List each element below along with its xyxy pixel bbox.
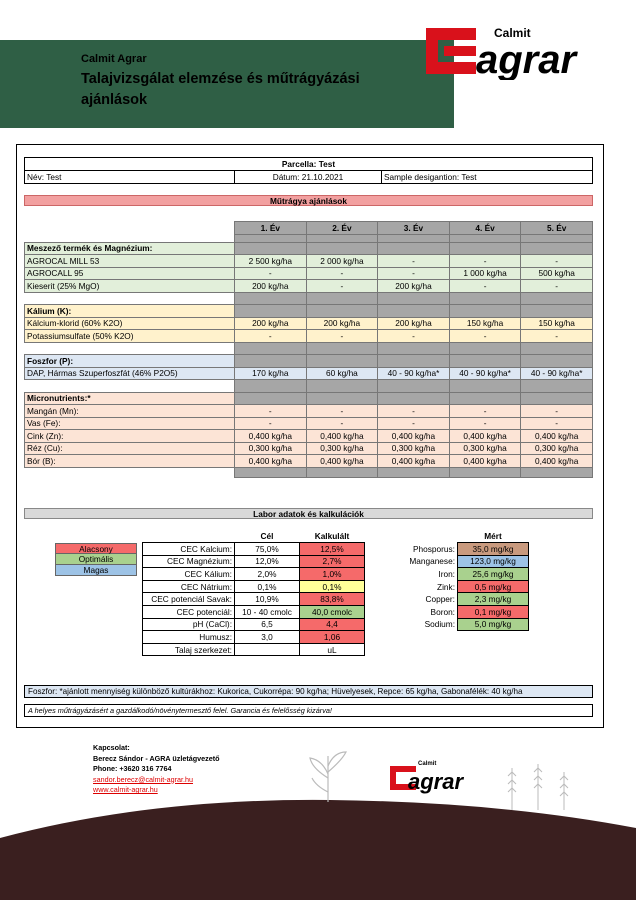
param-name: CEC Magnézium: [143,555,235,568]
product-amount: - [449,330,521,343]
spacer-cell [25,342,235,355]
spacer-cell [25,292,235,305]
product-amount: 40 - 90 kg/ha* [378,367,450,380]
product-amount: 0,400 kg/ha [521,455,593,468]
product-amount: - [306,405,378,418]
labor-table [142,530,594,656]
product-amount: - [521,417,593,430]
param-name: Talaj szerkezet: [143,643,235,656]
group-header-fill [449,392,521,405]
sample-label: Sample desigantion: Test [382,170,593,183]
spacer-cell [378,467,450,477]
contact-block [93,743,219,796]
measured-value: 0,5 mg/kg [458,580,529,593]
group-header-fill [306,305,378,318]
param-name: CEC Kalcium: [143,543,235,556]
company-name: Calmit Agrar [81,53,147,65]
group-header-fill [449,305,521,318]
product-row [25,442,593,455]
product-amount: - [378,267,450,280]
product-amount: 200 kg/ha [306,317,378,330]
calculated-value: uL [300,643,365,656]
calculated-value: 1,06 [300,631,365,644]
spacer-cell [235,342,307,355]
target-value [235,643,300,656]
spacer-cell [235,467,307,477]
calculated-value: 83,8% [300,593,365,606]
measured-name: Boron: [430,606,455,617]
spacer-cell [235,380,307,393]
fertilizer-table [24,221,593,478]
logo-big-text: agrar [476,38,577,80]
product-name: Kieserit (25% MgO) [25,280,235,293]
contact-title: Kapcsolat: [93,743,130,752]
spacer-cell [235,234,307,242]
product-amount: 150 kg/ha [521,317,593,330]
fert-section-title: Műtrágya ajánlások [24,195,593,206]
group-header-fill [235,242,307,255]
param-name: pH (CaCl): [143,618,235,631]
blank-cell [529,555,594,568]
group-header-fill [378,355,450,368]
product-amount: 0,300 kg/ha [521,442,593,455]
table-footer-row [25,467,593,477]
col-cel: Cél [260,531,274,542]
labor-row [143,631,594,644]
measured-name: Zink: [437,581,455,592]
product-amount: - [306,330,378,343]
info-table [24,157,593,184]
product-name: AGROCAL MILL 53 [25,255,235,268]
product-amount: - [235,405,307,418]
product-amount: 0,400 kg/ha [235,430,307,443]
logo-small-text: Calmit [494,26,531,40]
spacer-cell [378,292,450,305]
group-header-fill [378,242,450,255]
parcella-label: Parcella: Test [25,158,593,171]
product-amount: 0,300 kg/ha [449,442,521,455]
blank-cell [529,606,594,619]
measured-name [365,643,458,656]
product-amount: 0,400 kg/ha [306,455,378,468]
labor-row [143,555,594,568]
group-header-fill [306,392,378,405]
product-row [25,330,593,343]
calculated-value: 12,5% [300,543,365,556]
blank-cell [365,530,458,543]
group-spacer [25,292,593,305]
blank-cell [529,580,594,593]
product-row [25,367,593,380]
year-header: 4. Év [449,222,521,235]
datum-label: Dátum: 21.10.2021 [235,170,382,183]
legend [55,543,137,576]
spacer-cell [521,467,593,477]
product-amount: 200 kg/ha [378,317,450,330]
legend-item: Magas [55,565,137,576]
product-amount: 0,400 kg/ha [306,430,378,443]
calculated-value: 2,7% [300,555,365,568]
product-amount: 0,300 kg/ha [378,442,450,455]
product-amount: - [521,405,593,418]
product-name: Kálcium-klorid (60% K2O) [25,317,235,330]
target-value: 10,9% [235,593,300,606]
product-row [25,267,593,280]
group-header-fill [235,392,307,405]
labor-row [143,580,594,593]
footer-logo-big: agrar [408,769,464,794]
product-amount: - [378,417,450,430]
product-row [25,255,593,268]
product-row [25,417,593,430]
product-amount: 40 - 90 kg/ha* [521,367,593,380]
measured-name: Iron: [438,569,455,580]
product-name: Potassiumsulfate (50% K2O) [25,330,235,343]
measured-name: Sodium: [424,619,455,630]
blank-cell [529,530,594,543]
labor-row [143,606,594,619]
measured-value [458,643,529,656]
year-header-row [25,222,593,235]
spacer-cell [306,292,378,305]
spacer-cell [306,467,378,477]
product-amount: - [449,405,521,418]
legend-item: Optimális [55,554,137,565]
year-header: 1. Év [235,222,307,235]
spacer-cell [378,380,450,393]
target-value: 2,0% [235,568,300,581]
product-row [25,455,593,468]
param-name: CEC potenciál Savak: [143,593,235,606]
product-amount: - [235,417,307,430]
product-name: Vas (Fe): [25,417,235,430]
measured-value: 25,6 mg/kg [458,568,529,581]
spacer-cell [235,292,307,305]
group-header-fill [378,305,450,318]
group-header-fill [306,242,378,255]
product-row [25,317,593,330]
labor-row [143,593,594,606]
calculated-value: 0,1% [300,580,365,593]
contact-email-link[interactable]: sandor.berecz@calmit-agrar.hu [93,774,193,784]
product-amount: 60 kg/ha [306,367,378,380]
product-name: Mangán (Mn): [25,405,235,418]
product-amount: - [378,405,450,418]
product-name: AGROCALL 95 [25,267,235,280]
target-value: 12,0% [235,555,300,568]
product-amount: 40 - 90 kg/ha* [449,367,521,380]
product-row [25,430,593,443]
group-header: Micronutrients:* [25,392,235,405]
disclaimer-note: A helyes műtrágyázásért a gazdálkodó/növénytermesztő felel. Garancia és felelősség kizárva! [24,704,593,717]
measured-value: 2,3 mg/kg [458,593,529,606]
labor-header-row [143,530,594,543]
product-amount: 0,400 kg/ha [449,430,521,443]
blank-cell [529,593,594,606]
param-name: CEC Nátrium: [143,580,235,593]
spacer-cell [25,467,235,477]
group-spacer [25,380,593,393]
group-header-fill [235,355,307,368]
product-row [25,405,593,418]
calculated-value: 4,4 [300,618,365,631]
spacer-cell [449,234,521,242]
blank-cell [529,631,594,644]
labor-row [143,618,594,631]
calmit-agrar-logo [424,22,596,80]
labor-row [143,543,594,556]
group-header-row [25,242,593,255]
measured-value: 5,0 mg/kg [458,618,529,631]
product-amount: 2 500 kg/ha [235,255,307,268]
spacer-cell [449,467,521,477]
foszfor-note: Foszfor: *ajánlott mennyiség különböző kultúrákhoz: Kukorica, Cukorrépa: 90 kg/ha; Hüvelyesek, Repce: 65 kg/ha, Gabonafélék: 40 kg/ha [24,685,593,698]
product-amount: 0,400 kg/ha [521,430,593,443]
product-amount: - [306,417,378,430]
param-name: Humusz: [143,631,235,644]
product-amount: 2 000 kg/ha [306,255,378,268]
col-mert: Mért [484,531,502,542]
group-header: Meszező termék és Magnézium: [25,242,235,255]
product-amount: 200 kg/ha [235,280,307,293]
product-name: Cink (Zn): [25,430,235,443]
measured-value [458,631,529,644]
target-value: 0,1% [235,580,300,593]
group-spacer [25,342,593,355]
product-amount: - [235,330,307,343]
measured-value: 0,1 mg/kg [458,606,529,619]
spacer-cell [378,342,450,355]
measured-name: Copper: [425,594,455,605]
product-name: Réz (Cu): [25,442,235,455]
product-amount: 0,400 kg/ha [378,455,450,468]
group-header-fill [449,242,521,255]
group-header-fill [521,392,593,405]
spacer-cell [449,380,521,393]
spacer-cell [306,342,378,355]
product-amount: - [521,280,593,293]
year-header: 3. Év [378,222,450,235]
year-header: 5. Év [521,222,593,235]
product-amount: 0,400 kg/ha [235,455,307,468]
product-amount: - [449,417,521,430]
product-amount: - [449,280,521,293]
group-header-fill [378,392,450,405]
group-header-fill [521,242,593,255]
param-name: CEC Kálium: [143,568,235,581]
measured-value: 35,0 mg/kg [458,543,529,556]
spacer-cell [521,292,593,305]
spacer-cell [306,380,378,393]
blank-cell [143,530,235,543]
target-value: 10 - 40 cmolc [235,606,300,619]
spacer-cell [378,234,450,242]
spacer-cell [449,292,521,305]
product-amount: 0,300 kg/ha [235,442,307,455]
product-name: DAP, Hármas Szuperfoszfát (46% P2O5) [25,367,235,380]
product-amount: 200 kg/ha [235,317,307,330]
group-spacer [25,234,593,242]
group-header-fill [306,355,378,368]
product-amount: 1 000 kg/ha [449,267,521,280]
target-value: 3,0 [235,631,300,644]
contact-phone: Phone: +3620 316 7764 [93,764,172,773]
product-amount: - [449,255,521,268]
product-amount: 170 kg/ha [235,367,307,380]
product-amount: - [306,280,378,293]
product-amount: - [378,330,450,343]
group-header-fill [521,355,593,368]
product-row [25,280,593,293]
labor-row [143,568,594,581]
product-amount: 150 kg/ha [449,317,521,330]
nev-label: Név: Test [25,170,235,183]
product-amount: 0,400 kg/ha [378,430,450,443]
product-amount: - [378,255,450,268]
group-header-row [25,355,593,368]
spacer-cell [449,342,521,355]
blank-cell [529,618,594,631]
product-amount: 500 kg/ha [521,267,593,280]
product-amount: - [521,330,593,343]
blank-cell [529,543,594,556]
group-header: Kálium (K): [25,305,235,318]
blank-cell [529,643,594,656]
target-value: 75,0% [235,543,300,556]
footer-logo [390,761,464,794]
plant-icon [310,752,346,802]
year-header: 2. Év [306,222,378,235]
spacer-cell [521,342,593,355]
measured-value: 123,0 mg/kg [458,555,529,568]
target-value: 6,5 [235,618,300,631]
measured-name: Phosporus: [413,543,455,554]
legend-item: Alacsony [55,543,137,554]
product-amount: 0,400 kg/ha [449,455,521,468]
spacer-cell [521,380,593,393]
group-header-fill [235,305,307,318]
wheat-icon [508,764,568,810]
labor-section-title: Labor adatok és kalkulációk [24,508,593,519]
group-header-fill [521,305,593,318]
spacer-cell [521,234,593,242]
blank-cell [529,568,594,581]
contact-name: Berecz Sándor - AGRA üzletágvezető [93,753,220,763]
spacer-cell [306,234,378,242]
group-header-fill [449,355,521,368]
page-title: Talajvizsgálat elemzése és műtrágyázási ajánlások [81,71,360,108]
corner-cell [25,222,235,235]
col-kalkulalt: Kalkulált [314,531,350,542]
spacer-cell [25,234,235,242]
product-amount: - [306,267,378,280]
product-name: Bór (B): [25,455,235,468]
product-amount: 0,300 kg/ha [306,442,378,455]
group-header: Foszfor (P): [25,355,235,368]
measured-name: Manganese: [409,556,455,567]
group-header-row [25,392,593,405]
labor-row [143,643,594,656]
product-amount: - [235,267,307,280]
product-amount: 200 kg/ha [378,280,450,293]
measured-name [365,631,458,644]
contact-web-link[interactable]: www.calmit-agrar.hu [93,785,158,794]
product-amount: - [521,255,593,268]
calculated-value: 1,0% [300,568,365,581]
spacer-cell [25,380,235,393]
footer-logo-small: Calmit [418,761,437,767]
calculated-value: 40,0 cmolc [300,606,365,619]
param-name: CEC potenciál: [143,606,235,619]
group-header-row [25,305,593,318]
